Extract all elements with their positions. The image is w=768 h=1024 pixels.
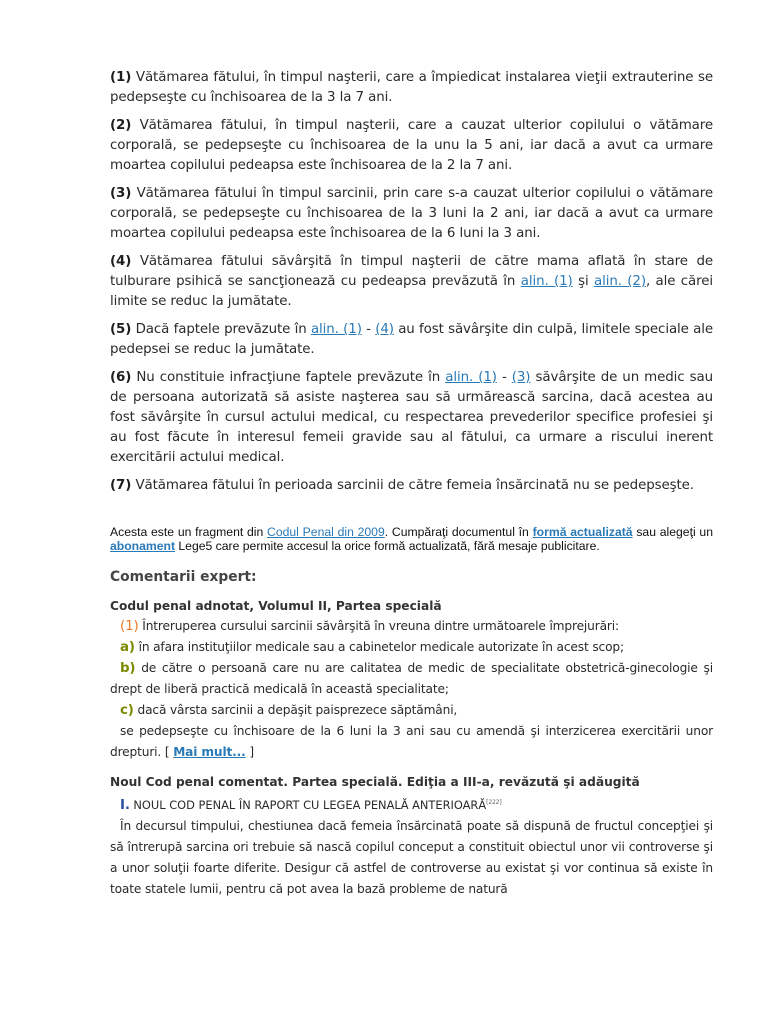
list-marker: a) bbox=[120, 640, 135, 655]
paragraph-text: Vătămarea fătului în timpul sarcinii, prin care s-a cauzat ulterior copilului o vătămare corporală, se pedepseşte cu închisoarea de la 3 luni la 2 ani, iar dacă a avut ca urmare moartea copilului pedeapsa este închisoarea de la 6 luni la 3 ani. bbox=[110, 186, 713, 241]
footnote-ref[interactable]: [222] bbox=[486, 799, 502, 806]
paragraph-text: Vătămarea fătului, în timpul naşterii, care a cauzat ulterior copilului o vătămare corporală, se pedepseşte cu închisoarea de la unu la 5 ani, iar dacă a avut ca urmare moartea copilului pedeapsa este închisoarea de la 2 la 7 ani. bbox=[110, 118, 713, 173]
paragraph-number: (1) bbox=[110, 70, 132, 85]
paragraph-number: (6) bbox=[110, 370, 132, 385]
document-page bbox=[110, 68, 713, 900]
link-alin-1[interactable]: alin. (1) bbox=[310, 322, 362, 337]
list-marker: b) bbox=[120, 661, 136, 676]
list-marker: c) bbox=[120, 703, 134, 718]
paragraph-number: (4) bbox=[110, 254, 132, 269]
article-paragraph-5: (5) Dacă faptele prevăzute în alin. (1) - (4) au fost săvârşite din culpă, limitele speciale ale pedepsei se reduc la jumătate. bbox=[110, 322, 713, 357]
paragraph-number: (3) bbox=[110, 186, 132, 201]
comment-line: b) de către o persoană care nu are calitatea de medic de specialitate obstetrică-ginecologie şi drept de liberă practică medicală în această specialitate; bbox=[110, 661, 713, 696]
comment-line: a) în afara instituţiilor medicale sau a cabinetelor medicale autorizate în acest scop; bbox=[120, 640, 624, 655]
link-alin-2[interactable]: alin. (2) bbox=[593, 274, 646, 289]
article-paragraph-4: (4) Vătămarea fătului săvârşită în timpul naşterii de către mama aflată în stare de tulburare psihică se sancţionează cu pedeapsa prevăzută în alin. (1) şi alin. (2), ale cărei limite se reduc la jumătate. bbox=[110, 254, 714, 309]
comments-heading: Comentarii expert: bbox=[110, 569, 257, 585]
link-abonament[interactable]: abonament bbox=[110, 539, 176, 553]
paragraph-number: (2) bbox=[110, 118, 132, 133]
link-alin-4[interactable]: (4) bbox=[375, 322, 394, 337]
spacer bbox=[110, 763, 713, 775]
comment-body: În decursul timpului, chestiunea dacă femeia însărcinată poate să dispună de fructul concepţiei şi să întrerupă sarcina ori trebuie să nască copilul conceput a constituit obiectul unor vii controverse şi a unor soluţii foarte diferite. Desigur că astfel de controverse au existat şi vor continua să existe în toate statele lumii, pentru că pot avea la bază probleme de natură bbox=[110, 819, 713, 896]
paragraph-text: Vătămarea fătului, în timpul naşterii, care a împiedicat instalarea vieţii extrauterine se pedepseşte cu închisoarea de la 3 la 7 ani. bbox=[110, 70, 713, 105]
promo-notice: Acesta este un fragment din Codul Penal din 2009. Cumpăraţi documentul în formă actualizată sau alegeţi un abonament Lege5 care permite accesul la orice formă actualizată, fără mesaje publicitare. bbox=[110, 525, 713, 553]
paragraph-number: (5) bbox=[110, 322, 132, 337]
link-forma-actualizata[interactable]: formă actualizată bbox=[532, 525, 633, 539]
section-marker: I. bbox=[120, 798, 130, 813]
source-title-1: Codul penal adnotat, Volumul II, Partea specială bbox=[110, 599, 442, 613]
section-heading: I. NOUL COD PENAL ÎN RAPORT CU LEGEA PENALĂ ANTERIOARĂ[222] bbox=[120, 798, 502, 813]
link-alin-3[interactable]: (3) bbox=[511, 370, 531, 385]
link-codul-penal[interactable]: Codul Penal din 2009 bbox=[267, 525, 385, 539]
comment-line: (1) Întreruperea cursului sarcinii săvârşită în vreuna dintre următoarele împrejurări: bbox=[120, 619, 619, 634]
comment-line: se pedepseşte cu închisoare de la 6 luni la 3 ani sau cu amendă şi interzicerea exercitării unor drepturi. [ Mai mult... ] bbox=[110, 724, 713, 759]
article-paragraph-1 bbox=[110, 68, 713, 108]
article-paragraph-2 bbox=[110, 116, 713, 176]
article-paragraph-7 bbox=[110, 476, 713, 496]
more-link[interactable]: Mai mult... bbox=[173, 745, 246, 759]
article-paragraph-3 bbox=[110, 184, 713, 244]
link-alin-1[interactable]: alin. (1) bbox=[520, 274, 573, 289]
source-title-2: Noul Cod penal comentat. Partea specială. Ediţia a III-a, revăzută şi adăugită bbox=[110, 775, 640, 789]
paragraph-number: (7) bbox=[110, 478, 132, 493]
link-alin-1[interactable]: alin. (1) bbox=[445, 370, 497, 385]
article-paragraph-6: (6) Nu constituie infracţiune faptele prevăzute în alin. (1) - (3) săvârşite de un medic sau de persoana autorizată să asiste naşterea sau să urmărească sarcina, dacă acestea au fost săvârşite în cursul actului medical, cu respectarea prevederilor specifice profesiei şi au fost făcute în interesul femeii gravide sau al fătului, ca urmare a riscului inerent exercitării actului medical. bbox=[110, 370, 713, 465]
paragraph-text: Vătămarea fătului în perioada sarcinii de către femeia însărcinată nu se pedepseşte. bbox=[135, 478, 694, 493]
comment-line: c) dacă vârsta sarcinii a depăşit paisprezece săptămâni, bbox=[120, 703, 458, 718]
list-marker: (1) bbox=[120, 619, 139, 634]
